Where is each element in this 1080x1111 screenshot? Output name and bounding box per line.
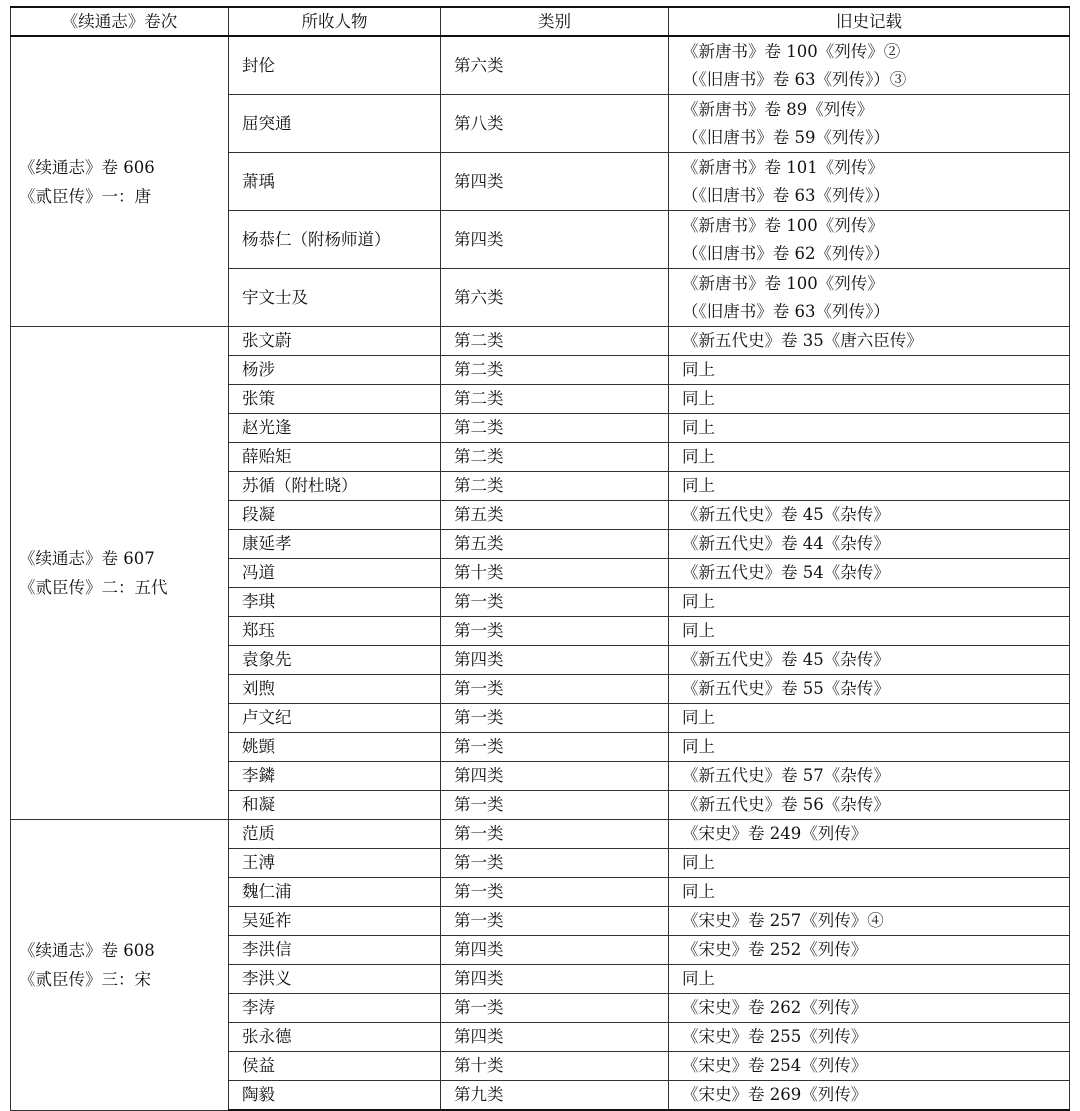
category-cell: 第一类	[441, 878, 669, 907]
record-cell	[669, 762, 1070, 791]
volume-line: 《续通志》卷 606	[19, 157, 155, 177]
record-line: 同上	[682, 592, 715, 611]
record-line: （《旧唐书》卷 62《列传》）	[682, 243, 890, 263]
record-cell	[669, 617, 1070, 646]
category-cell: 第一类	[441, 791, 669, 820]
category-cell: 第四类	[441, 762, 669, 791]
header-row	[11, 7, 1070, 36]
person-cell: 郑珏	[229, 617, 441, 646]
category-cell: 第十类	[441, 559, 669, 588]
record-cell	[669, 588, 1070, 617]
record-cell	[669, 936, 1070, 965]
category-cell: 第十类	[441, 1052, 669, 1081]
record-line: 《新唐书》卷 100《列传》	[682, 215, 884, 235]
table-body	[11, 36, 1070, 1110]
header-record: 旧史记载	[669, 7, 1070, 36]
table-header	[11, 7, 1070, 36]
person-cell: 段凝	[229, 501, 441, 530]
person-cell: 萧瑀	[229, 153, 441, 211]
table-row	[11, 327, 1070, 356]
category-cell: 第一类	[441, 820, 669, 849]
record-cell	[669, 733, 1070, 762]
person-cell: 和凝	[229, 791, 441, 820]
record-cell	[669, 443, 1070, 472]
record-line: 同上	[682, 418, 715, 437]
record-line: 《宋史》卷 255《列传》	[682, 1027, 868, 1046]
record-cell	[669, 559, 1070, 588]
record-line: 《宋史》卷 269《列传》	[682, 1085, 868, 1104]
category-cell: 第二类	[441, 443, 669, 472]
record-cell	[669, 385, 1070, 414]
record-line: 同上	[682, 853, 715, 872]
person-cell: 张策	[229, 385, 441, 414]
record-cell	[669, 501, 1070, 530]
record-line: 同上	[682, 389, 715, 408]
record-line: （《旧唐书》卷 63《列传》）③	[682, 69, 907, 89]
record-line: 《宋史》卷 262《列传》	[682, 998, 868, 1017]
record-line: 《宋史》卷 249《列传》	[682, 824, 868, 843]
category-cell: 第四类	[441, 153, 669, 211]
person-cell: 范质	[229, 820, 441, 849]
record-line: 《新唐书》卷 100《列传》	[682, 273, 884, 293]
record-line: 同上	[682, 969, 715, 988]
person-cell: 卢文纪	[229, 704, 441, 733]
volume-line: 《续通志》卷 607	[19, 549, 155, 568]
record-line: 同上	[682, 708, 715, 727]
person-cell: 康延孝	[229, 530, 441, 559]
person-cell: 陶毅	[229, 1081, 441, 1111]
record-line: 《宋史》卷 252《列传》	[682, 940, 868, 959]
person-cell: 赵光逢	[229, 414, 441, 443]
record-line: 同上	[682, 737, 715, 756]
record-line: 同上	[682, 476, 715, 495]
record-cell	[669, 646, 1070, 675]
header-person: 所收人物	[229, 7, 441, 36]
person-cell: 侯益	[229, 1052, 441, 1081]
category-cell: 第一类	[441, 675, 669, 704]
record-cell	[669, 791, 1070, 820]
record-cell	[669, 849, 1070, 878]
record-cell	[669, 153, 1070, 211]
volume-line: 《贰臣传》一：唐	[19, 186, 151, 206]
record-line: （《旧唐书》卷 59《列传》）	[682, 127, 890, 147]
volume-cell	[11, 327, 229, 820]
table-row	[11, 36, 1070, 95]
person-cell: 吴延祚	[229, 907, 441, 936]
record-cell	[669, 327, 1070, 356]
header-volume: 《续通志》卷次	[11, 7, 229, 36]
record-cell	[669, 675, 1070, 704]
person-cell: 刘煦	[229, 675, 441, 704]
record-line: 《新五代史》卷 35《唐六臣传》	[682, 331, 923, 350]
person-cell: 李鏻	[229, 762, 441, 791]
record-line: 《新五代史》卷 55《杂传》	[682, 679, 890, 698]
record-line: 《新唐书》卷 100《列传》②	[682, 41, 901, 61]
record-line: 《新五代史》卷 45《杂传》	[682, 505, 890, 524]
record-line: 《新五代史》卷 45《杂传》	[682, 650, 890, 669]
person-cell: 苏循（附杜晓）	[229, 472, 441, 501]
person-cell: 薛贻矩	[229, 443, 441, 472]
record-line: （《旧唐书》卷 63《列传》）	[682, 185, 890, 205]
volume-cell	[11, 820, 229, 1111]
record-line: 同上	[682, 621, 715, 640]
record-cell	[669, 1023, 1070, 1052]
record-line: 同上	[682, 447, 715, 466]
category-cell: 第一类	[441, 994, 669, 1023]
record-line: 同上	[682, 882, 715, 901]
person-cell: 李洪义	[229, 965, 441, 994]
category-cell: 第二类	[441, 472, 669, 501]
category-cell: 第五类	[441, 501, 669, 530]
person-cell: 李洪信	[229, 936, 441, 965]
record-cell	[669, 704, 1070, 733]
table-row	[11, 820, 1070, 849]
category-cell: 第一类	[441, 733, 669, 762]
record-cell	[669, 820, 1070, 849]
volume-line: 《续通志》卷 608	[19, 940, 155, 960]
record-cell	[669, 269, 1070, 327]
category-cell: 第四类	[441, 211, 669, 269]
record-cell	[669, 994, 1070, 1023]
category-cell: 第一类	[441, 704, 669, 733]
record-line: 《新唐书》卷 101《列传》	[682, 157, 884, 177]
record-cell	[669, 211, 1070, 269]
person-cell: 姚顗	[229, 733, 441, 762]
table-container	[10, 6, 1069, 1111]
category-cell: 第二类	[441, 414, 669, 443]
category-cell: 第二类	[441, 385, 669, 414]
volume-line: 《贰臣传》二：五代	[19, 578, 168, 597]
record-cell	[669, 1052, 1070, 1081]
person-cell: 李琪	[229, 588, 441, 617]
header-category: 类别	[441, 7, 669, 36]
volume-line: 《贰臣传》三：宋	[19, 969, 151, 989]
category-cell: 第六类	[441, 36, 669, 95]
record-line: 《新五代史》卷 57《杂传》	[682, 766, 890, 785]
record-line: 《新五代史》卷 54《杂传》	[682, 563, 890, 582]
record-line: 《宋史》卷 254《列传》	[682, 1056, 868, 1075]
person-cell: 宇文士及	[229, 269, 441, 327]
category-cell: 第四类	[441, 1023, 669, 1052]
record-cell	[669, 1081, 1070, 1111]
person-cell: 王溥	[229, 849, 441, 878]
category-cell: 第五类	[441, 530, 669, 559]
category-cell: 第二类	[441, 356, 669, 385]
category-cell: 第一类	[441, 849, 669, 878]
person-cell: 冯道	[229, 559, 441, 588]
record-cell	[669, 965, 1070, 994]
record-cell	[669, 356, 1070, 385]
record-cell	[669, 414, 1070, 443]
record-line: 《宋史》卷 257《列传》④	[682, 911, 884, 930]
category-cell: 第九类	[441, 1081, 669, 1111]
record-line: 《新五代史》卷 44《杂传》	[682, 534, 890, 553]
record-cell	[669, 36, 1070, 95]
record-cell	[669, 907, 1070, 936]
category-cell: 第四类	[441, 936, 669, 965]
person-cell: 张文蔚	[229, 327, 441, 356]
officials-table	[10, 6, 1070, 1111]
person-cell: 袁象先	[229, 646, 441, 675]
record-cell	[669, 472, 1070, 501]
record-cell	[669, 878, 1070, 907]
record-cell	[669, 530, 1070, 559]
record-cell	[669, 95, 1070, 153]
person-cell: 屈突通	[229, 95, 441, 153]
category-cell: 第一类	[441, 907, 669, 936]
record-line: 《新唐书》卷 89《列传》	[682, 99, 874, 119]
person-cell: 张永德	[229, 1023, 441, 1052]
person-cell: 封伦	[229, 36, 441, 95]
volume-cell	[11, 36, 229, 327]
record-line: （《旧唐书》卷 63《列传》）	[682, 301, 890, 321]
person-cell: 李涛	[229, 994, 441, 1023]
record-line: 同上	[682, 360, 715, 379]
person-cell: 魏仁浦	[229, 878, 441, 907]
person-cell: 杨涉	[229, 356, 441, 385]
category-cell: 第六类	[441, 269, 669, 327]
category-cell: 第四类	[441, 646, 669, 675]
category-cell: 第八类	[441, 95, 669, 153]
category-cell: 第二类	[441, 327, 669, 356]
person-cell: 杨恭仁（附杨师道）	[229, 211, 441, 269]
record-line: 《新五代史》卷 56《杂传》	[682, 795, 890, 814]
category-cell: 第一类	[441, 588, 669, 617]
category-cell: 第四类	[441, 965, 669, 994]
category-cell: 第一类	[441, 617, 669, 646]
